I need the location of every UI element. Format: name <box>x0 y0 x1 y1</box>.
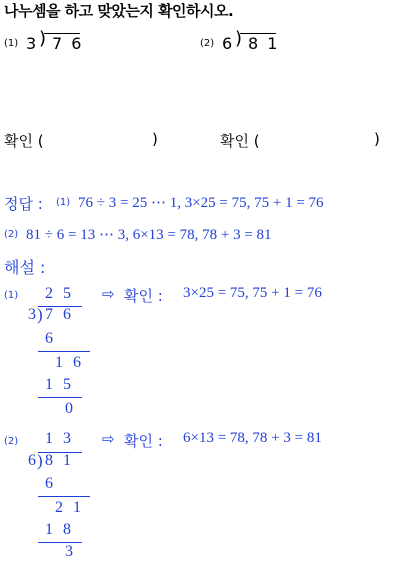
explanation-1-bracket: ) <box>37 305 43 324</box>
explanation-1-step2: 1 6 <box>55 354 84 371</box>
explanation-2-divisor: 6 <box>28 452 36 469</box>
explanation-2-dividend: 8 1 <box>45 452 74 469</box>
explanation-1-remainder: 0 <box>65 400 73 417</box>
problem-1-dividend: 7 6 <box>52 34 84 53</box>
problem-2-divisor: 6 <box>222 34 233 53</box>
explanation-2-step3: 1 8 <box>45 521 74 538</box>
explanation-2-step2: 2 1 <box>55 499 84 516</box>
problem-1-divisor: 3 <box>26 34 37 53</box>
explanation-1-step1: 6 <box>45 330 53 347</box>
explanation-1-number: (1) <box>4 290 19 301</box>
explanation-1-divisor: 3 <box>28 306 36 323</box>
answer-1-number: (1) <box>56 197 71 208</box>
explanation-1-line1 <box>38 351 90 352</box>
answer-2-text: 81 ÷ 6 = 13 ⋯ 3, 6×13 = 78, 78 + 3 = 81 <box>26 227 272 243</box>
check-1-label: 확인 ( <box>4 132 44 150</box>
problem-2-number: (2) <box>200 38 215 49</box>
problem-2-dividend: 8 1 <box>248 34 280 53</box>
answer-1-text: 76 ÷ 3 = 25 ⋯ 1, 3×25 = 75, 75 + 1 = 76 <box>78 195 324 211</box>
answer-label: 정답 : <box>4 195 43 213</box>
explanation-2-check-text: 6×13 = 78, 78 + 3 = 81 <box>183 430 322 446</box>
explanation-2-check-label: 확인 : <box>124 432 163 450</box>
instruction-title: 나누셈을 하고 맞았는지 확인하시오. <box>4 2 234 20</box>
problem-2-vinculum <box>240 33 276 34</box>
explanation-1-dividend: 7 6 <box>45 306 74 323</box>
explanation-label: 해설 : <box>4 258 46 277</box>
explanation-2-quotient: 1 3 <box>45 430 74 447</box>
explanation-2-remainder: 3 <box>65 543 73 560</box>
problem-1-vinculum <box>44 33 80 34</box>
explanation-2-arrow-icon: ⇨ <box>102 430 115 448</box>
check-2-label: 확인 ( <box>220 132 260 150</box>
explanation-1-quotient: 2 5 <box>45 285 74 302</box>
explanation-1-step3: 1 5 <box>45 376 74 393</box>
explanation-2-line1 <box>38 496 90 497</box>
explanation-1-arrow-icon: ⇨ <box>102 285 115 303</box>
explanation-2-bracket: ) <box>37 451 43 470</box>
problem-2-bracket: ) <box>235 28 243 49</box>
check-1-close: ) <box>152 130 158 148</box>
explanation-1-line2 <box>38 397 82 398</box>
answer-2-number: (2) <box>4 229 19 240</box>
problem-1-number: (1) <box>4 38 19 49</box>
explanation-2-step1: 6 <box>45 475 53 492</box>
explanation-2-line2 <box>38 542 82 543</box>
explanation-1-check-text: 3×25 = 75, 75 + 1 = 76 <box>183 285 322 301</box>
explanation-2-number: (2) <box>4 436 19 447</box>
problem-1-bracket: ) <box>39 28 47 49</box>
explanation-1-check-label: 확인 : <box>124 287 163 305</box>
check-2-close: ) <box>374 130 380 148</box>
